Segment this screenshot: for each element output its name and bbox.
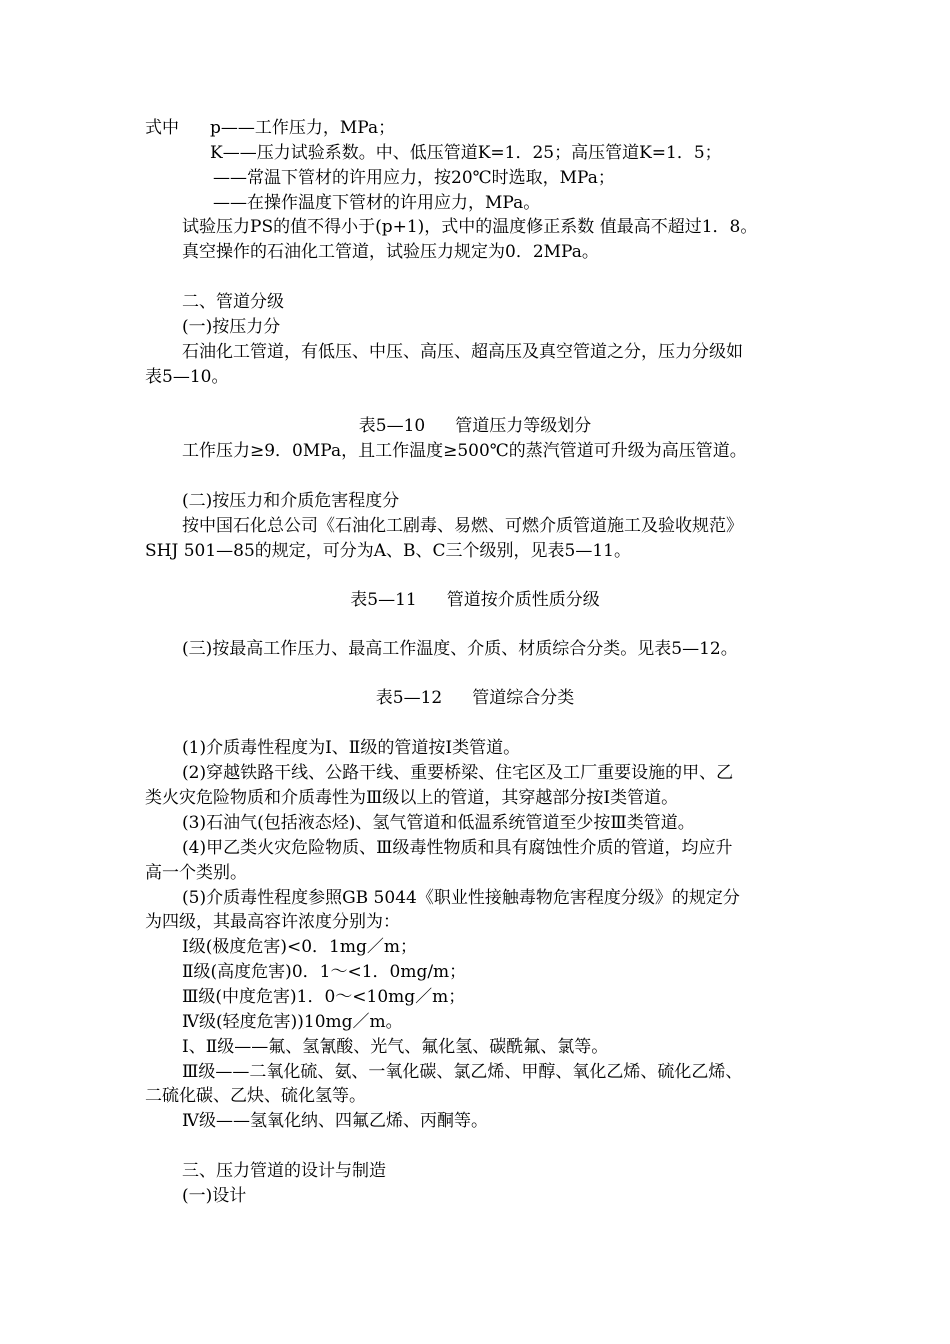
rule-item-4-line2: 高一个类别。 (145, 863, 247, 883)
room-temp-stress-definition: ——常温下管材的许用应力，按20℃时选取，MPa； (213, 168, 615, 188)
rule-item-1: (1)介质毒性程度为Ⅰ、Ⅱ级的管道按Ⅰ类管道。 (182, 738, 521, 758)
toxicity-grade-1: Ⅰ级(极度危害)<0．1mg／m； (182, 937, 417, 957)
formula-label: 式中 (145, 118, 179, 138)
rule-item-3: (3)石油气(包括液态烃)、氢气管道和低温系统管道至少按Ⅲ类管道。 (182, 813, 695, 833)
k-definition: K——压力试验系数。中、低压管道K=1．25；高压管道K=1．5； (210, 143, 722, 163)
subheading-by-pressure: (一)按压力分 (182, 317, 281, 337)
rule-item-2-line2: 类火灾危险物质和介质毒性为Ⅲ级以上的管道，其穿越部分按Ⅰ类管道。 (145, 788, 679, 808)
operating-temp-stress-definition: ——在操作温度下管材的许用应力，MPa。 (213, 193, 541, 213)
rule-item-2-line1: (2)穿越铁路干线、公路干线、重要桥梁、住宅区及工厂重要设施的甲、乙 (182, 763, 734, 783)
test-pressure-note: 试验压力PS的值不得小于(p+1)，式中的温度修正系数 值最高不超过1．8。 (182, 217, 758, 237)
examples-grade-3-line2: 二硫化碳、乙炔、硫化氢等。 (145, 1086, 366, 1106)
subheading-by-hazard: (二)按压力和介质危害程度分 (182, 491, 400, 511)
examples-grade-4: Ⅳ级——氢氧化纳、四氟乙烯、丙酮等。 (182, 1111, 488, 1131)
vacuum-pressure-note: 真空操作的石油化工管道，试验压力规定为0．2MPa。 (182, 242, 599, 262)
pressure-grading-paragraph-line2: 表5—10。 (145, 367, 229, 387)
pressure-grading-paragraph-line1: 石油化工管道，有低压、中压、高压、超高压及真空管道之分，压力分级如 (182, 342, 743, 362)
table-5-11-number: 表5—11 (350, 590, 417, 610)
hazard-grading-paragraph-line1: 按中国石化总公司《石油化工剧毒、易燃、可燃介质管道施工及验收规范》 (182, 516, 743, 536)
table-5-11-title: 管道按介质性质分级 (446, 590, 600, 610)
toxicity-grade-2: Ⅱ级(高度危害)0．1～<1．0mg/m； (182, 962, 467, 982)
table-5-12-number: 表5—12 (375, 688, 443, 708)
rule-item-5-line1: (5)介质毒性程度参照GB 5044《职业性接触毒物危害程度分级》的规定分 (182, 888, 740, 908)
high-pressure-upgrade-note: 工作压力≥9．0MPa，且工作温度≥500℃的蒸汽管道可升级为高压管道。 (182, 441, 747, 461)
rule-item-5-line2: 为四级，其最高容许浓度分别为： (145, 912, 400, 932)
table-5-10-caption (0, 414, 950, 438)
section-heading-grading: 二、管道分级 (182, 292, 284, 312)
p-definition: p——工作压力，MPa； (210, 118, 396, 138)
toxicity-grade-4: Ⅳ级(轻度危害))10mg／m。 (182, 1012, 403, 1032)
section-heading-design: 三、压力管道的设计与制造 (182, 1161, 386, 1181)
subheading-comprehensive: (三)按最高工作压力、最高工作温度、介质、材质综合分类。见表5—12。 (182, 639, 738, 659)
hazard-grading-paragraph-line2: SHJ 501—85的规定，可分为A、B、C三个级别，见表5—11。 (145, 541, 631, 561)
rule-item-4-line1: (4)甲乙类火灾危险物质、Ⅲ级毒性物质和具有腐蚀性介质的管道，均应升 (182, 838, 733, 858)
table-5-12-caption (0, 686, 950, 710)
toxicity-grade-3: Ⅲ级(中度危害)1．0～<10mg／m； (182, 987, 466, 1007)
table-5-12-title: 管道综合分类 (472, 688, 575, 708)
table-5-10-number: 表5—10 (358, 416, 426, 436)
subheading-design: (一)设计 (182, 1186, 247, 1206)
examples-grade-3-line1: Ⅲ级——二氧化硫、氨、一氧化碳、氯乙烯、甲醇、氧化乙烯、硫化乙烯、 (182, 1062, 743, 1082)
examples-grade-1-2: Ⅰ、Ⅱ级——氟、氢氰酸、光气、氟化氢、碳酰氟、氯等。 (182, 1037, 609, 1057)
table-5-11-caption (0, 588, 950, 612)
table-5-10-title: 管道压力等级划分 (455, 416, 592, 436)
